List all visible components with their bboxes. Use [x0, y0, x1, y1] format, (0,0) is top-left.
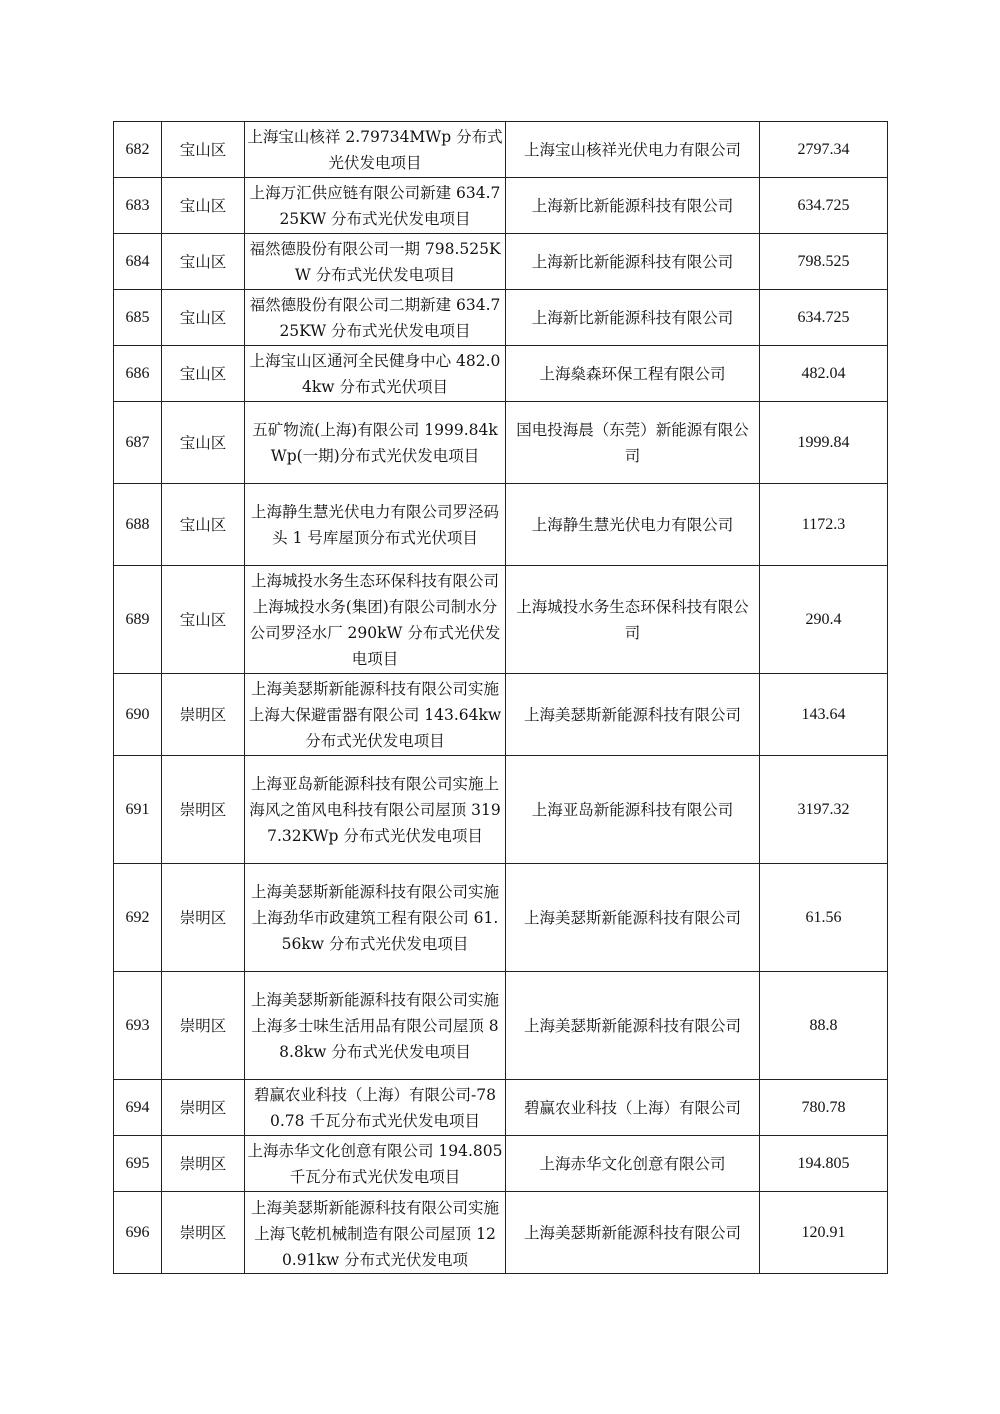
capacity-cell: 88.8 [760, 972, 888, 1080]
capacity-cell: 482.04 [760, 346, 888, 402]
capacity-cell: 290.4 [760, 566, 888, 674]
capacity-cell: 798.525 [760, 234, 888, 290]
capacity-cell: 3197.32 [760, 756, 888, 864]
row-number: 695 [114, 1136, 162, 1192]
table-row [114, 1136, 888, 1192]
table-row [114, 1080, 888, 1136]
capacity-cell: 1172.3 [760, 484, 888, 566]
capacity-cell: 780.78 [760, 1080, 888, 1136]
capacity-cell: 120.91 [760, 1192, 888, 1274]
capacity-cell: 194.805 [760, 1136, 888, 1192]
row-number: 694 [114, 1080, 162, 1136]
project-name-cell: 上海美瑟斯新能源科技有限公司实施上海多士味生活用品有限公司屋顶 88.8kw 分布式光伏发电项目 [245, 972, 506, 1080]
row-number: 686 [114, 346, 162, 402]
district-cell: 崇明区 [162, 1136, 245, 1192]
district-cell: 崇明区 [162, 756, 245, 864]
table-row [114, 234, 888, 290]
company-cell: 上海燊森环保工程有限公司 [506, 346, 760, 402]
table-row [114, 864, 888, 972]
district-cell: 崇明区 [162, 864, 245, 972]
company-cell: 上海赤华文化创意有限公司 [506, 1136, 760, 1192]
project-name-cell: 上海宝山区通河全民健身中心 482.04kw 分布式光伏项目 [245, 346, 506, 402]
row-number: 689 [114, 566, 162, 674]
company-cell: 上海美瑟斯新能源科技有限公司 [506, 972, 760, 1080]
company-cell: 上海美瑟斯新能源科技有限公司 [506, 674, 760, 756]
project-name-cell [245, 1192, 506, 1274]
row-number: 682 [114, 122, 162, 178]
capacity-cell: 61.56 [760, 864, 888, 972]
district-cell: 崇明区 [162, 674, 245, 756]
table-row [114, 290, 888, 346]
company-cell: 上海新比新能源科技有限公司 [506, 290, 760, 346]
capacity-cell: 634.725 [760, 290, 888, 346]
capacity-cell: 143.64 [760, 674, 888, 756]
project-name-cell: 福然德股份有限公司二期新建 634.725KW 分布式光伏发电项目 [245, 290, 506, 346]
capacity-cell: 634.725 [760, 178, 888, 234]
table-row [114, 402, 888, 484]
district-cell: 崇明区 [162, 1192, 245, 1274]
row-number: 685 [114, 290, 162, 346]
company-cell: 上海新比新能源科技有限公司 [506, 234, 760, 290]
project-name-cell: 上海美瑟斯新能源科技有限公司实施上海大保避雷器有限公司 143.64kw 分布式光伏发电项目 [245, 674, 506, 756]
project-name-cell: 上海城投水务生态环保科技有限公司上海城投水务(集团)有限公司制水分公司罗泾水厂 290kW 分布式光伏发电项目 [245, 566, 506, 674]
district-cell: 崇明区 [162, 1080, 245, 1136]
company-cell: 碧赢农业科技（上海）有限公司 [506, 1080, 760, 1136]
row-number: 687 [114, 402, 162, 484]
project-name-cell: 上海赤华文化创意有限公司 194.805 千瓦分布式光伏发电项目 [245, 1136, 506, 1192]
table-row [114, 178, 888, 234]
table-row [114, 674, 888, 756]
row-number: 692 [114, 864, 162, 972]
district-cell: 宝山区 [162, 122, 245, 178]
capacity-cell: 1999.84 [760, 402, 888, 484]
row-number: 696 [114, 1192, 162, 1274]
capacity-cell: 2797.34 [760, 122, 888, 178]
project-name-cell: 上海宝山核祥 2.79734MWp 分布式光伏发电项目 [245, 122, 506, 178]
company-cell: 上海亚岛新能源科技有限公司 [506, 756, 760, 864]
row-number: 684 [114, 234, 162, 290]
row-number: 688 [114, 484, 162, 566]
company-cell: 上海静生慧光伏电力有限公司 [506, 484, 760, 566]
company-cell: 上海美瑟斯新能源科技有限公司 [506, 864, 760, 972]
company-cell: 上海新比新能源科技有限公司 [506, 178, 760, 234]
row-number: 690 [114, 674, 162, 756]
table-row [114, 484, 888, 566]
project-name-text: 上海美瑟斯新能源科技有限公司实施上海飞乾机械制造有限公司屋顶 120.91kw 分布式光伏发电项 [250, 1198, 499, 1269]
table-row [114, 346, 888, 402]
table-row [114, 756, 888, 864]
company-cell: 国电投海晨（东莞）新能源有限公司 [506, 402, 760, 484]
table-row [114, 1192, 888, 1274]
project-name-cell: 上海美瑟斯新能源科技有限公司实施上海劲华市政建筑工程有限公司 61.56kw 分布式光伏发电项目 [245, 864, 506, 972]
district-cell: 宝山区 [162, 234, 245, 290]
row-number: 693 [114, 972, 162, 1080]
district-cell: 崇明区 [162, 972, 245, 1080]
district-cell: 宝山区 [162, 290, 245, 346]
district-cell: 宝山区 [162, 178, 245, 234]
company-cell: 上海宝山核祥光伏电力有限公司 [506, 122, 760, 178]
project-name-cell: 福然德股份有限公司一期 798.525KW 分布式光伏发电项目 [245, 234, 506, 290]
row-number: 691 [114, 756, 162, 864]
company-cell: 上海美瑟斯新能源科技有限公司 [506, 1192, 760, 1274]
district-cell: 宝山区 [162, 484, 245, 566]
project-name-cell: 上海亚岛新能源科技有限公司实施上海风之笛风电科技有限公司屋顶 3197.32KWp 分布式光伏发电项目 [245, 756, 506, 864]
project-table [113, 121, 888, 1274]
row-number: 683 [114, 178, 162, 234]
table-row [114, 566, 888, 674]
project-name-cell: 上海静生慧光伏电力有限公司罗泾码头 1 号库屋顶分布式光伏项目 [245, 484, 506, 566]
table-row [114, 122, 888, 178]
table-row [114, 972, 888, 1080]
district-cell: 宝山区 [162, 346, 245, 402]
company-cell: 上海城投水务生态环保科技有限公司 [506, 566, 760, 674]
district-cell: 宝山区 [162, 566, 245, 674]
project-name-cell: 碧赢农业科技（上海）有限公司-780.78 千瓦分布式光伏发电项目 [245, 1080, 506, 1136]
project-name-cell: 五矿物流(上海)有限公司 1999.84kWp(一期)分布式光伏发电项目 [245, 402, 506, 484]
project-name-cell: 上海万汇供应链有限公司新建 634.725KW 分布式光伏发电项目 [245, 178, 506, 234]
district-cell: 宝山区 [162, 402, 245, 484]
